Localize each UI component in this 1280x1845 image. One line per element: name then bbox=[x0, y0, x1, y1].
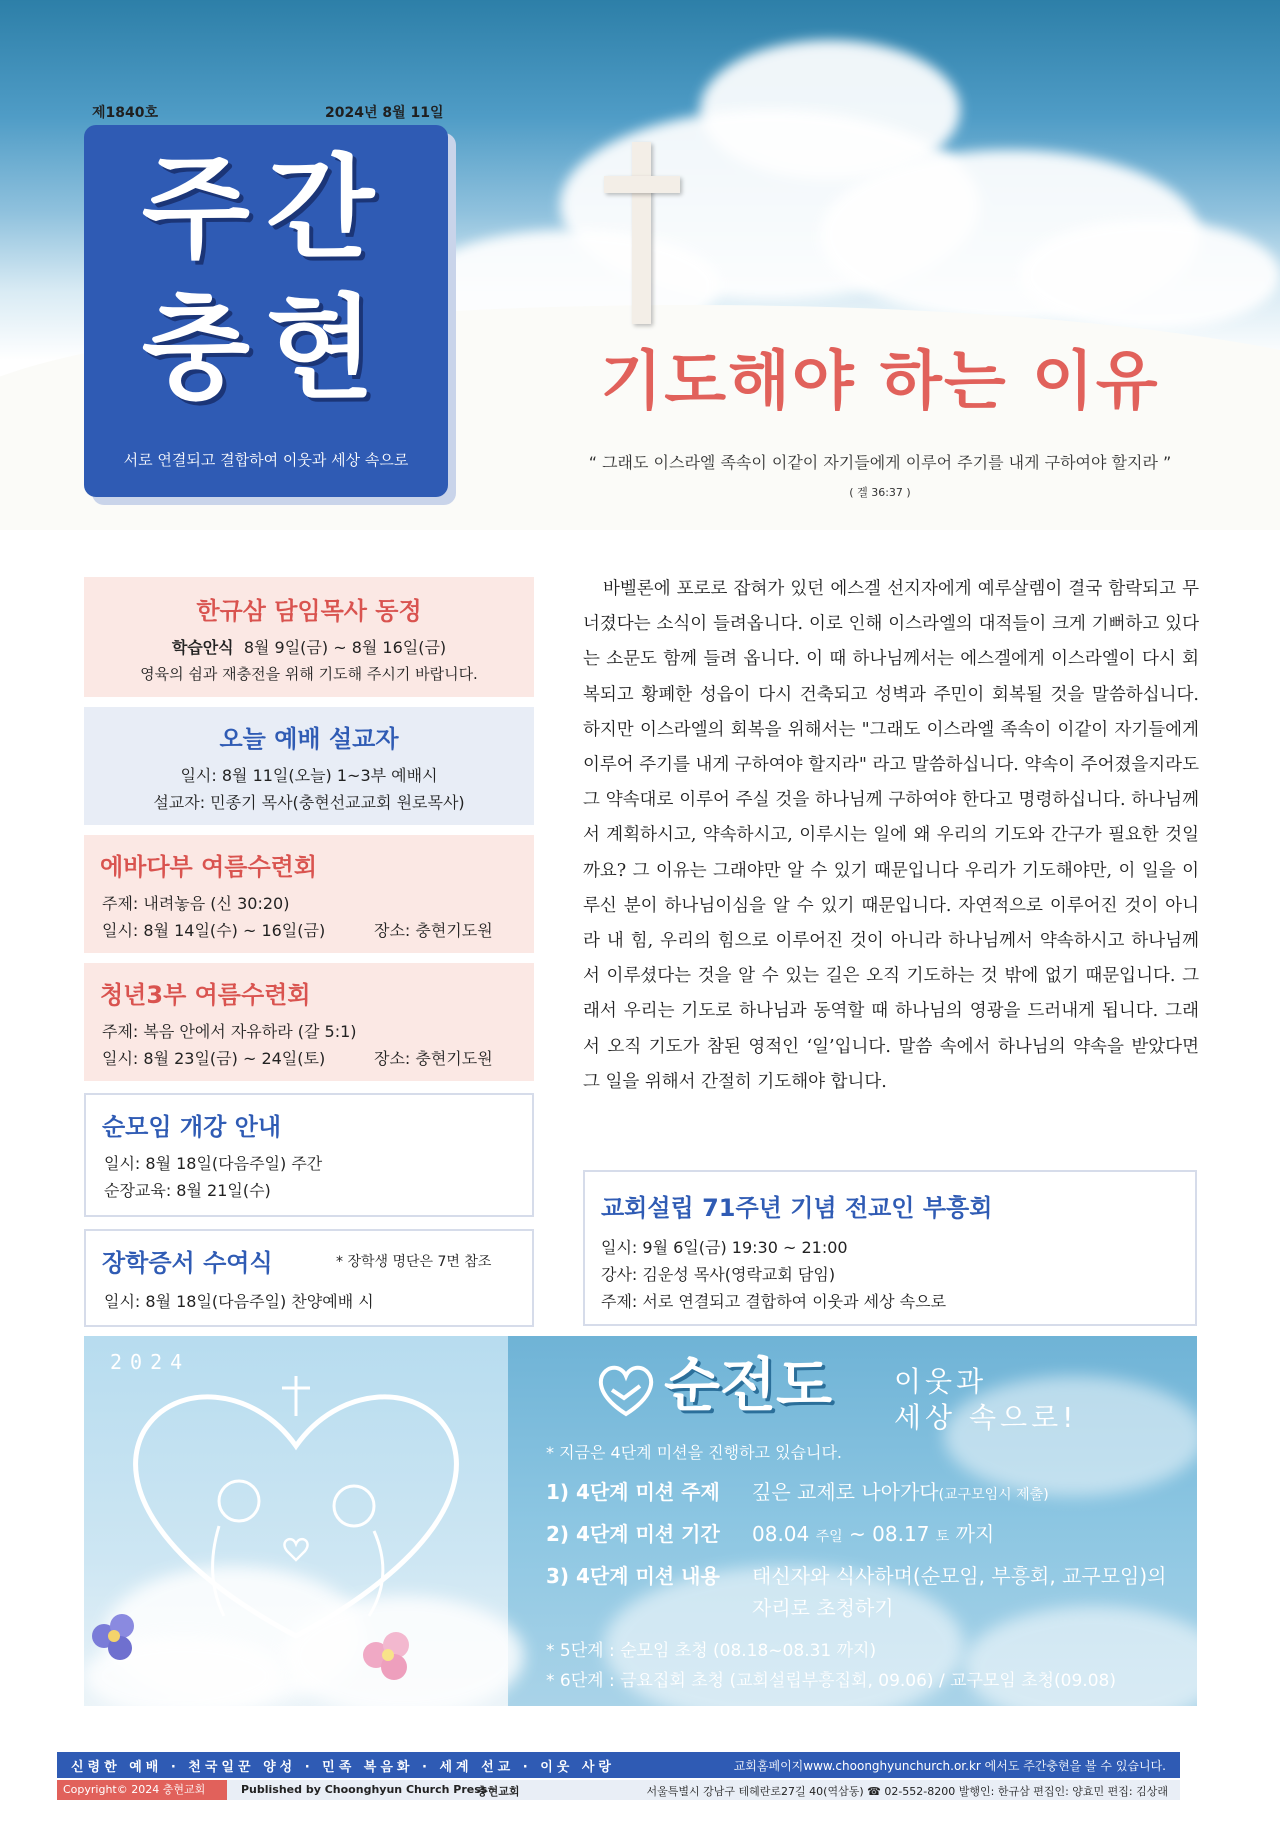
notice-pastor-label: 학습안식 bbox=[171, 638, 234, 657]
evangelism-banner bbox=[84, 1336, 1197, 1706]
feature-headline: 기도해야 하는 이유 bbox=[600, 345, 1160, 419]
notice-scholarship-header bbox=[86, 1231, 532, 1278]
notice-scholarship-note: * 장학생 명단은 7면 참조 bbox=[336, 1254, 492, 1270]
mission-row2-end-day: 토 bbox=[935, 1529, 950, 1545]
banner-footnote-2: * 6단계 : 금요집회 초청 (교회설립부흥집회, 09.06) / 교구모임 초청(09.08) bbox=[546, 1671, 1116, 1691]
masthead bbox=[84, 125, 448, 497]
notice-pastor bbox=[84, 577, 534, 697]
copyright: Copyright© 2024 충현교회 bbox=[57, 1780, 227, 1800]
notice-ebada-place: 장소: 충현기도원 bbox=[374, 921, 493, 940]
mission-row2-label: 2) 4단계 미션 기간 bbox=[546, 1522, 720, 1546]
notice-soonmoim bbox=[84, 1093, 534, 1217]
notice-pastor-title: 한규삼 담임목사 동정 bbox=[196, 597, 422, 625]
notice-youth-dates-line bbox=[84, 1045, 534, 1072]
masthead-title-line1: 주간 bbox=[141, 144, 391, 274]
church-logo-text: 충현교회 bbox=[477, 1785, 520, 1798]
notice-pastor-dates: 8월 9일(금) ~ 8월 16일(금) bbox=[243, 638, 447, 657]
notice-revival-line1: 일시: 9월 6일(금) 19:30 ~ 21:00 bbox=[601, 1238, 848, 1257]
banner-illustration-panel bbox=[84, 1336, 508, 1706]
banner-year: 2024 bbox=[110, 1350, 191, 1374]
notice-preacher-line1: 일시: 8월 11일(오늘) 1~3부 예배시 bbox=[180, 766, 438, 785]
notice-scholarship-line1: 일시: 8월 18일(다음주일) 찬양예배 시 bbox=[104, 1292, 374, 1311]
notice-youth-place: 장소: 충현기도원 bbox=[374, 1049, 493, 1068]
notice-youth-dates: 일시: 8월 23일(금) ~ 24일(토) bbox=[102, 1049, 326, 1068]
notice-ebada-title: 에바다부 여름수련회 bbox=[100, 853, 318, 881]
church-address: 서울특별시 강남구 테헤란로27길 40(역삼동) ☎ 02-552-8200 발행인: 한규삼 편집인: 양효민 편집: 김상래 bbox=[646, 1785, 1168, 1798]
notice-revival-lines bbox=[601, 1234, 946, 1315]
notice-scholarship-title: 장학증서 수여식 bbox=[102, 1249, 273, 1277]
notice-revival-line3: 주제: 서로 연결되고 결합하여 이웃과 세상 속으로 bbox=[601, 1292, 947, 1311]
heart-couple-illustration bbox=[84, 1336, 508, 1706]
notice-preacher-title: 오늘 예배 설교자 bbox=[219, 725, 399, 753]
mission-row3-value2: 자리로 초청하기 bbox=[752, 1596, 894, 1620]
footer-motto-bar bbox=[57, 1752, 1180, 1778]
mission-row2-value-line bbox=[752, 1518, 994, 1547]
heart-handshake-icon bbox=[596, 1362, 656, 1418]
mission-row3-value1: 태신자와 식사하며(순모임, 부흥회, 교구모임)의 bbox=[752, 1564, 1167, 1588]
banner-note: * 지금은 4단계 미션을 진행하고 있습니다. bbox=[546, 1443, 842, 1462]
feature-quote: “ 그래도 이스라엘 족속이 이같이 자기들에게 이루어 주기를 내게 구하여야 할지라 ” bbox=[588, 453, 1172, 472]
homepage-notice[interactable]: 교회홈페이지www.choonghyunchurch.or.kr 에서도 주간충현을 볼 수 있습니다. bbox=[733, 1759, 1166, 1773]
feature-body bbox=[583, 572, 1199, 1100]
feature-body-paragraph: 바벨론에 포로로 잡혀가 있던 에스겔 선지자에게 예루살렘이 결국 함락되고 무너졌다는 소식이 들려옵니다. 이로 인해 이스라엘의 대적들이 크게 기뻐하고 있다는 소문도 함께 들려 옵니다. 이 때 하나님께서는 에스겔에게 이스라엘이 다시 회복되고 황폐한 성읍이 다시 건축되고 성벽과 주민이 회복될 것을 말씀하십니다. 하지만 이스라엘의 회복을 위해서는 "그래도 이스라엘 족속이 이같이 자기들에게 이루어 주기를 내게 구하여야 할지라" 라고 말씀하십니다. 약속이 주어졌을지라도 그 약속대로 이루어 주실 것을 하나님께 구하여야 한다고 명령하십니다. 하나님께서 계획하시고, 약속하시고, 이루시는 일에 왜 우리의 기도와 간구가 필요한 것일까요? 그 이유는 그래야만 알 수 있기 때문입니다 우리가 기도해야만, 이 일을 이루신 분이 하나님이심을 알 수 있기 때문입니다. 자연적으로 이루어진 것이 아니라 내 힘, 우리의 힘으로 이루어진 것이 아니라 하나님께서 약속하시고 하나님께서 이루셨다는 것을 알 수 있는 길은 오직 기도하는 것 밖에 없기 때문입니다. 그래서 우리는 기도로 하나님과 동역할 때 하나님의 영광을 드러내게 됩니다. 그래서 오직 기도가 참된 영적인 ‘일’입니다. 말씀 속에서 하나님의 약속을 받았다면 그 일을 위해서 간절히 기도해야 합니다. bbox=[583, 579, 1199, 1092]
banner-footnote-1: * 5단계 : 순모임 초청 (08.18~08.31 까지) bbox=[546, 1641, 877, 1661]
notice-soonmoim-line2: 순장교육: 8월 21일(수) bbox=[104, 1181, 271, 1200]
notice-preacher bbox=[84, 707, 534, 825]
mission-row2-end: ~ 08.17 bbox=[849, 1522, 930, 1546]
flower-icon bbox=[84, 1606, 144, 1666]
cross-icon bbox=[632, 142, 651, 324]
notice-soonmoim-line1: 일시: 8월 18일(다음주일) 주간 bbox=[104, 1154, 323, 1173]
notice-preacher-line2: 설교자: 민종기 목사(충현선교교회 원로목사) bbox=[153, 793, 465, 812]
notice-youth bbox=[84, 963, 534, 1081]
masthead-title-line2: 충현 bbox=[141, 284, 391, 414]
notice-ebada-theme: 주제: 내려놓음 (신 30:20) bbox=[102, 894, 290, 913]
banner-tagline-1: 이웃과 bbox=[894, 1365, 988, 1398]
mission-row2-start-day: 주일 bbox=[815, 1529, 843, 1545]
issue-date: 2024년 8월 11일 bbox=[325, 105, 444, 121]
masthead-subtitle: 서로 연결되고 결합하여 이웃과 세상 속으로 bbox=[123, 451, 409, 469]
issue-number: 제1840호 bbox=[92, 105, 159, 121]
feature-quote-reference: ( 겔 36:37 ) bbox=[849, 486, 911, 499]
notice-soonmoim-title: 순모임 개강 안내 bbox=[102, 1113, 281, 1141]
notice-revival-line2: 강사: 김운성 목사(영락교회 담임) bbox=[601, 1265, 836, 1284]
flower-icon-2 bbox=[354, 1621, 424, 1691]
church-motto: 신령한 예배 · 천국일꾼 양성 · 민족 복음화 · 세계 선교 · 이웃 사랑 bbox=[71, 1760, 615, 1775]
footer-info-bar bbox=[57, 1780, 1180, 1800]
banner-tagline-2: 세상 속으로! bbox=[894, 1401, 1078, 1434]
mission-row3-label: 3) 4단계 미션 내용 bbox=[546, 1564, 720, 1588]
notice-pastor-dates-line bbox=[84, 634, 534, 661]
publisher: Published by Choonghyun Church Press bbox=[241, 1783, 488, 1796]
mission-row1-suffix: (교구모임시 제출) bbox=[938, 1487, 1049, 1503]
banner-logo: 순전도 bbox=[664, 1351, 833, 1419]
notice-ebada-dates: 일시: 8월 14일(수) ~ 16일(금) bbox=[102, 921, 326, 940]
mission-row1-label: 1) 4단계 미션 주제 bbox=[546, 1480, 720, 1504]
notice-scholarship bbox=[84, 1229, 534, 1327]
mission-row2-suffix: 까지 bbox=[955, 1522, 995, 1546]
mission-row2-start: 08.04 bbox=[752, 1522, 810, 1546]
notice-youth-title: 청년3부 여름수련회 bbox=[100, 981, 311, 1009]
mission-row1-value: 깊은 교제로 나아가다 bbox=[752, 1480, 939, 1504]
mission-row1-value-line bbox=[752, 1476, 1049, 1505]
notice-pastor-note: 영육의 쉼과 재충전을 위해 기도해 주시기 바랍니다. bbox=[140, 665, 478, 683]
notice-youth-theme: 주제: 복음 안에서 자유하라 (갈 5:1) bbox=[102, 1022, 357, 1041]
notice-revival bbox=[583, 1170, 1197, 1326]
notice-ebada-dates-line bbox=[84, 917, 534, 944]
notice-revival-title: 교회설립 71주년 기념 전교인 부흥회 bbox=[601, 1194, 993, 1222]
notice-ebada bbox=[84, 835, 534, 953]
